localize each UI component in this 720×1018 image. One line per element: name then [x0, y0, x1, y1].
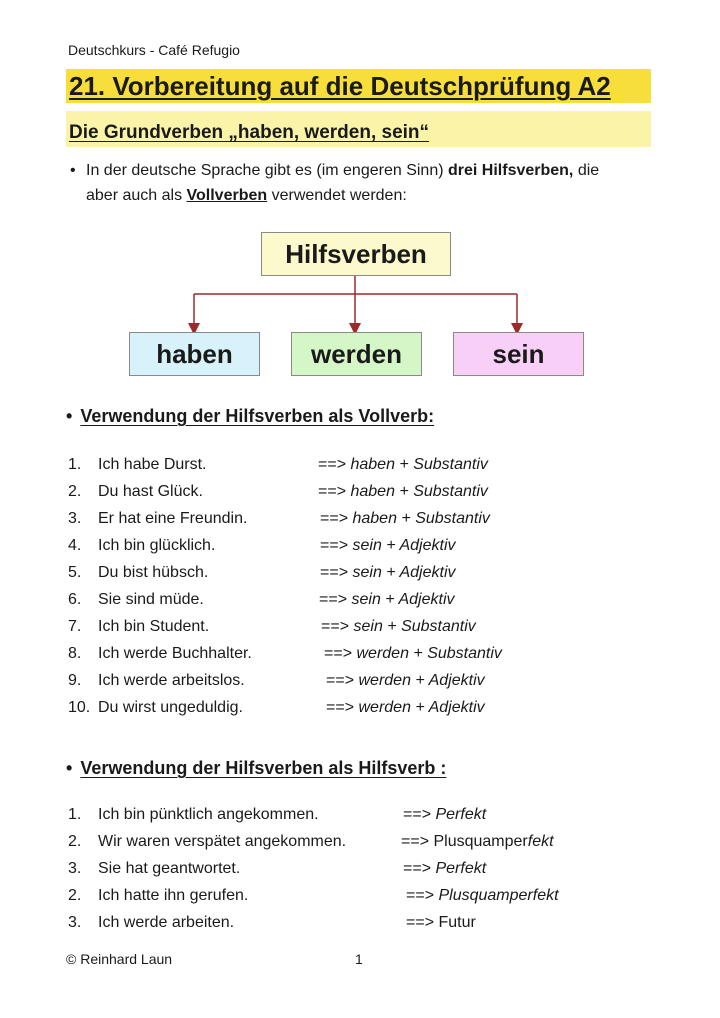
rule-text: sein + Adjektiv: [352, 537, 456, 554]
item-number: 10.: [68, 699, 91, 716]
rule-text: sein + Adjektiv: [351, 591, 455, 608]
item-number: 7.: [68, 618, 82, 635]
item-number: 3.: [68, 510, 82, 527]
arrow-icon: ==>: [401, 833, 430, 850]
item-number: 5.: [68, 564, 82, 581]
example-sentence: Wir waren verspätet angekommen.: [98, 833, 347, 850]
arrow-icon: ==>: [326, 672, 355, 689]
grammar-rule: [318, 483, 488, 501]
rule-text: sein + Adjektiv: [352, 564, 456, 581]
grammar-rule: [320, 537, 456, 555]
grammar-rule: [406, 914, 476, 932]
example-sentence: Ich hatte ihn gerufen.: [98, 887, 249, 904]
page-title: 21. Vorbereitung auf die Deutschprüfung A2: [69, 71, 611, 101]
list-item: [68, 672, 668, 692]
list-item: [68, 564, 668, 584]
arrow-icon: ==>: [318, 483, 347, 500]
example-sentence: Ich werde arbeiten.: [98, 914, 235, 931]
list-item: [68, 833, 668, 853]
item-number: 3.: [68, 914, 82, 931]
item-number: 8.: [68, 645, 82, 662]
diagram-box-sein: sein: [453, 332, 584, 376]
arrow-icon: ==>: [320, 537, 349, 554]
grammar-rule: [318, 456, 488, 474]
item-number: 6.: [68, 591, 82, 608]
section1-title: Verwendung der Hilfsverben als Vollverb:: [80, 406, 435, 426]
grammar-rule: [403, 860, 486, 878]
list-item: [68, 537, 668, 557]
diagram-root-box: Hilfsverben: [261, 232, 451, 276]
example-sentence: Ich bin pünktlich angekommen.: [98, 806, 319, 823]
intro-text: aber auch als: [86, 187, 183, 204]
intro-bold-underlined-text: Vollverben: [186, 187, 268, 204]
arrow-icon: ==>: [406, 887, 435, 904]
arrow-icon: ==>: [406, 914, 435, 931]
arrow-icon: ==>: [403, 860, 432, 877]
item-number: 1.: [68, 456, 82, 473]
list-item: [68, 510, 668, 530]
item-number: 2.: [68, 833, 82, 850]
footer-copyright: © Reinhard Laun: [66, 951, 173, 967]
intro-text: verwendet werden:: [271, 187, 407, 204]
item-number: 9.: [68, 672, 82, 689]
rule-text: werden + Adjektiv: [358, 672, 485, 689]
list-item: [68, 618, 668, 638]
example-sentence: Sie hat geantwortet.: [98, 860, 241, 877]
item-number: 1.: [68, 806, 82, 823]
list-item: [68, 699, 668, 719]
grammar-rule: [406, 887, 559, 905]
rule-text: sein + Substantiv: [353, 618, 476, 635]
arrow-icon: ==>: [319, 591, 348, 608]
bullet-icon: •: [70, 162, 76, 179]
arrow-icon: ==>: [320, 564, 349, 581]
bullet-icon: •: [66, 758, 73, 778]
example-sentence: Du bist hübsch.: [98, 564, 209, 581]
example-sentence: Sie sind müde.: [98, 591, 204, 608]
section2-title: Verwendung der Hilfsverben als Hilfsverb :: [80, 758, 447, 778]
example-sentence: Ich werde arbeitslos.: [98, 672, 245, 689]
page-subtitle: Die Grundverben „haben, werden, sein“: [69, 122, 430, 143]
list-item: [68, 483, 668, 503]
example-sentence: Ich bin Student.: [98, 618, 210, 635]
grammar-rule: [401, 833, 554, 851]
list-item: [68, 860, 668, 880]
grammar-rule: [319, 591, 455, 609]
item-number: 3.: [68, 860, 82, 877]
diagram-box-werden: werden: [291, 332, 422, 376]
document-header: Deutschkurs - Café Refugio: [68, 42, 240, 58]
rule-text-italic: Plusquamperfekt: [438, 887, 559, 904]
rule-text: werden + Substantiv: [356, 645, 502, 662]
arrow-icon: ==>: [403, 806, 432, 823]
arrow-icon: ==>: [324, 645, 353, 662]
arrow-icon: ==>: [320, 510, 349, 527]
grammar-rule: [326, 699, 485, 717]
list-item: [68, 591, 668, 611]
grammar-rule: [326, 672, 485, 690]
example-sentence: Du wirst ungeduldig.: [98, 699, 243, 716]
grammar-rule: [324, 645, 502, 663]
example-sentence: Er hat eine Freundin.: [98, 510, 248, 527]
rule-text: Futur: [438, 914, 476, 931]
list-item: [68, 806, 668, 826]
list-item: [68, 887, 668, 907]
rule-text-italic: fekt: [527, 833, 554, 850]
rule-text: haben + Substantiv: [352, 510, 490, 527]
item-number: 2.: [68, 887, 82, 904]
arrow-icon: ==>: [318, 456, 347, 473]
rule-text: werden + Adjektiv: [358, 699, 485, 716]
list-item: [68, 914, 668, 934]
intro-text: In der deutsche Sprache gibt es (im engeren Sinn): [86, 162, 444, 179]
intro-bold-text: drei Hilfsverben,: [448, 162, 574, 179]
item-number: 2.: [68, 483, 82, 500]
rule-text-italic: Perfekt: [435, 860, 487, 877]
diagram-box-haben: haben: [129, 332, 260, 376]
arrow-icon: ==>: [326, 699, 355, 716]
rule-text: haben + Substantiv: [350, 456, 488, 473]
rule-text: haben + Substantiv: [350, 483, 488, 500]
intro-text: die: [577, 162, 600, 179]
grammar-rule: [320, 564, 456, 582]
section1-heading: [66, 406, 434, 427]
list-item: [68, 456, 668, 476]
example-sentence: Ich bin glücklich.: [98, 537, 216, 554]
list-item: [68, 645, 668, 665]
arrow-icon: ==>: [321, 618, 350, 635]
page-number: 1: [355, 951, 363, 967]
grammar-rule: [321, 618, 476, 636]
example-sentence: Ich habe Durst.: [98, 456, 207, 473]
rule-text-italic: Perfekt: [435, 806, 487, 823]
example-sentence: Ich werde Buchhalter.: [98, 645, 252, 662]
rule-text: Plusquamper: [433, 833, 528, 850]
grammar-rule: [403, 806, 486, 824]
bullet-icon: •: [66, 406, 73, 426]
section2-heading: [66, 758, 446, 779]
item-number: 4.: [68, 537, 82, 554]
grammar-rule: [320, 510, 490, 528]
example-sentence: Du hast Glück.: [98, 483, 203, 500]
